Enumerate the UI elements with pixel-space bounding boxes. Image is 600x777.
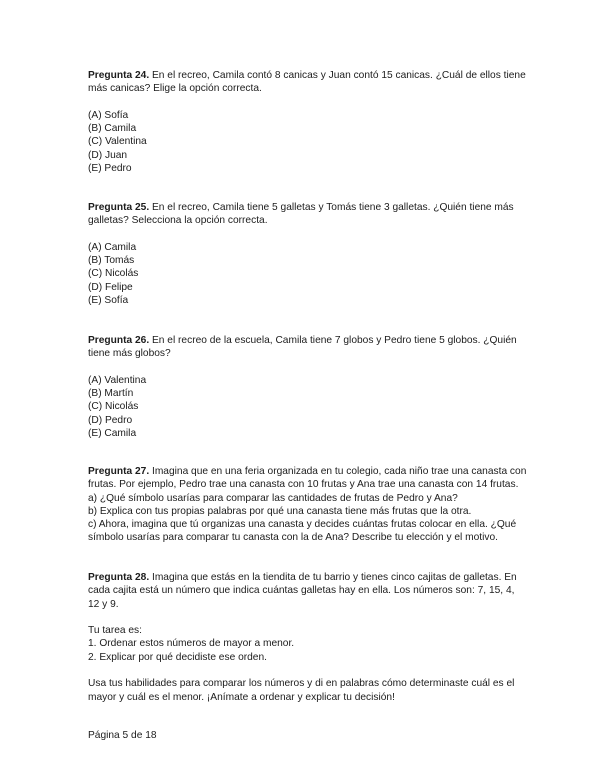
- question-text: En el recreo, Camila tiene 5 galletas y Tomás tiene 3 galletas. ¿Quién tiene más galletas? Selecciona la opción correcta.: [88, 202, 514, 227]
- question-label: Pregunta 25.: [88, 202, 150, 213]
- question-text: En el recreo, Camila contó 8 canicas y Juan contó 15 canicas. ¿Cuál de ellos tiene más canicas? Elige la opción correcta.: [88, 70, 526, 95]
- closing-paragraph: Usa tus habilidades para comparar los números y di en palabras cómo determinaste cuál es el mayor y cuál es el menor. ¡Anímate a ordenar y explicar tu decisión!: [88, 678, 515, 703]
- question-24-prompt: [88, 69, 528, 96]
- question-label: Pregunta 24.: [88, 70, 150, 81]
- option: (D) Felipe: [88, 281, 133, 293]
- option: (B) Tomás: [88, 255, 135, 267]
- question-27: [88, 465, 528, 545]
- question-26-prompt: [88, 334, 528, 361]
- sub-question-c: c) Ahora, imagina que tú organizas una canasta y decides cuántas frutas colocar en ella. ¿Qué símbolo usarías para comparar tu canasta con la de Ana? Describe tu elección y el motivo.: [88, 519, 517, 544]
- option: (D) Juan: [88, 149, 128, 161]
- question-label: Pregunta 26.: [88, 335, 150, 346]
- option: (B) Martín: [88, 388, 134, 400]
- question-24: [88, 69, 528, 175]
- question-28-prompt: [88, 571, 528, 611]
- question-text: Imagina que estás en la tiendita de tu barrio y tienes cinco cajitas de galletas. En cada cajita está un número que indica cuántas galletas hay en ella. Los números son: 7, 15, 4, 12 y 9.: [88, 572, 517, 610]
- question-text: Imagina que en una feria organizada en tu colegio, cada niño trae una canasta con frutas. Por ejemplo, Pedro trae una canasta con 10 frutas y Ana trae una canasta con 14 frutas.: [88, 466, 527, 491]
- question-text: En el recreo de la escuela, Camila tiene 7 globos y Pedro tiene 5 globos. ¿Quién tiene más globos?: [88, 335, 517, 360]
- sub-question-b: b) Explica con tus propias palabras por qué una canasta tiene más frutas que la otra.: [88, 505, 472, 517]
- task-intro: Tu tarea es:: [88, 625, 142, 637]
- option: (E) Pedro: [88, 163, 132, 175]
- question-25: [88, 201, 528, 307]
- option: (D) Pedro: [88, 414, 133, 426]
- question-25-prompt: [88, 201, 528, 228]
- option: (E) Sofía: [88, 295, 129, 307]
- option: (B) Camila: [88, 123, 137, 135]
- option: (C) Nicolás: [88, 401, 139, 413]
- question-label: Pregunta 27.: [88, 466, 150, 477]
- question-label: Pregunta 28.: [88, 572, 150, 583]
- option: (C) Valentina: [88, 136, 147, 148]
- option: (C) Nicolás: [88, 268, 139, 280]
- question-27-prompt: [88, 465, 528, 492]
- option: (A) Sofía: [88, 109, 129, 121]
- question-26: [88, 334, 528, 440]
- option: (A) Camila: [88, 241, 137, 253]
- sub-question-a: a) ¿Qué símbolo usarías para comparar las cantidades de frutas de Pedro y Ana?: [88, 492, 458, 504]
- option: (A) Valentina: [88, 374, 147, 386]
- task-item: 1. Ordenar estos números de mayor a menor.: [88, 638, 295, 650]
- question-28: [88, 571, 528, 704]
- option: (E) Camila: [88, 428, 137, 440]
- task-item: 2. Explicar por qué decidiste ese orden.: [88, 651, 267, 663]
- page-number: Página 5 de 18: [88, 730, 157, 741]
